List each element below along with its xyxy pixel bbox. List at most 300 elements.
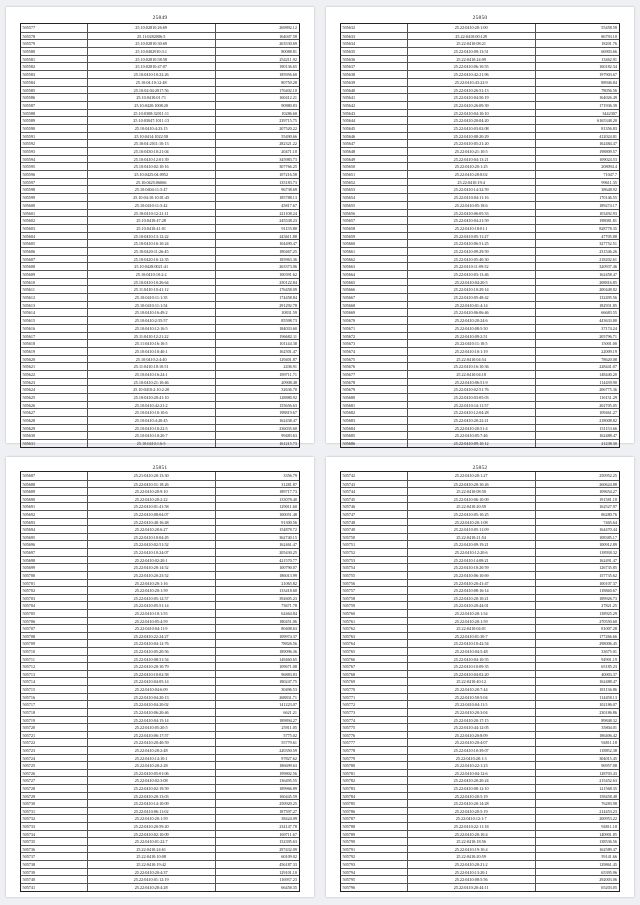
amount-cell: 269892.12 — [279, 25, 297, 30]
amount-cell: 828778.35 — [599, 225, 617, 231]
timestamp-cell: 25.22:0410:10:1:55 — [88, 610, 216, 617]
record-id-cell: 505590 — [21, 125, 88, 132]
amount-cell: 31281.87 — [281, 481, 297, 487]
record-id-cell: 505787 — [341, 815, 408, 822]
timestamp-cell: 25.22:0410:05:21:20 — [408, 140, 536, 147]
timestamp-cell: 25.22:0410:50:5:04 — [408, 694, 536, 701]
amount-cell: 162527.97 — [599, 504, 617, 510]
record-id-cell: 505678 — [341, 379, 408, 386]
amount-cell: 62464.84 — [281, 610, 297, 616]
record-id-cell: 505661 — [341, 248, 408, 255]
record-id-cell: 505663 — [341, 263, 408, 270]
record-id-cell: 505778 — [341, 747, 408, 754]
amount-cell: 208816.85 — [599, 279, 617, 285]
record-id-cell: 505794 — [341, 869, 408, 876]
amount-cell: 189274.17 — [599, 202, 617, 208]
timestamp-cell: 25.22:0410:14:10:09 — [88, 800, 216, 807]
timestamp-cell: 25.22:0410:18:56 — [408, 838, 536, 845]
timestamp-cell: 25.10:0410:10:10:6 — [88, 409, 216, 416]
table-row — [341, 285, 619, 293]
table-row — [21, 431, 299, 439]
table-row — [341, 78, 619, 86]
amount-cell: 421570.77 — [279, 557, 297, 563]
page-25852 — [326, 457, 634, 897]
amount-cell: 189096.36 — [279, 649, 297, 655]
record-id-cell: 505736 — [21, 846, 88, 853]
timestamp-cell: 25.22:0410:24:09 — [408, 56, 536, 63]
record-id-cell: 505770 — [341, 686, 408, 693]
record-id-cell: 505617 — [21, 333, 88, 340]
amount-cell: 108385.17 — [599, 534, 617, 540]
amount-cell: 196682.11 — [279, 333, 297, 339]
table-row — [21, 716, 299, 724]
table-row — [21, 416, 299, 424]
table-row — [341, 193, 619, 201]
amount-cell: 81356.83 — [601, 125, 617, 131]
table-row — [341, 776, 619, 784]
table-row — [21, 408, 299, 416]
record-id-cell: 505653 — [341, 186, 408, 193]
amount-cell: 129861.45 — [599, 862, 617, 868]
amount-cell: 189711.71 — [279, 371, 297, 377]
table-row — [21, 216, 299, 224]
amount-cell: 100912.89 — [599, 542, 617, 548]
table-row — [341, 700, 619, 708]
record-id-cell: 505659 — [341, 233, 408, 240]
timestamp-cell: 25.22:0410:11:09:52 — [408, 263, 536, 270]
record-id-cell: 505728 — [21, 785, 88, 792]
record-id-cell: 505743 — [341, 481, 408, 488]
amount-cell: 239715.75 — [279, 118, 297, 124]
record-id-cell: 505773 — [341, 709, 408, 716]
timestamp-cell: 25.10:0410:02:10:16 — [88, 163, 216, 170]
amount-cell: 128703.43 — [599, 770, 617, 776]
table-row — [21, 70, 299, 78]
amount-cell: 80750.28 — [281, 79, 297, 85]
timestamp-cell: 25.11:0282006:5 — [88, 33, 216, 40]
record-id-cell: 505648 — [341, 148, 408, 155]
record-id-cell: 505586 — [21, 94, 88, 101]
amount-cell: 412024.81 — [599, 133, 617, 139]
record-id-cell: 505700 — [21, 572, 88, 579]
record-id-cell: 505788 — [341, 823, 408, 830]
timestamp-cell: 25.22:0410:04:11:16 — [408, 194, 536, 201]
amount-cell: 94811.18 — [601, 740, 617, 746]
timestamp-cell: 25.22:0410:20:24:6 — [408, 317, 536, 324]
table-row — [341, 362, 619, 370]
amount-cell: 109461.27 — [599, 410, 617, 416]
record-id-cell: 505757 — [341, 587, 408, 594]
timestamp-cell: 25.22:0410:04:13:21 — [408, 156, 536, 163]
table-row — [21, 62, 299, 70]
table-row — [341, 647, 619, 655]
amount-cell: 65203.05 — [601, 884, 617, 890]
record-id-cell: 505676 — [341, 363, 408, 370]
amount-cell: 66683.55 — [601, 310, 617, 316]
timestamp-cell: 25.22:0410:05:20:5 — [88, 724, 216, 731]
record-id-cell: 505603 — [21, 225, 88, 232]
record-id-cell: 505604 — [21, 233, 88, 240]
amount-cell: 186699.63 — [279, 763, 297, 769]
table-row — [21, 746, 299, 754]
timestamp-cell: 25.22:0410:03:02:08 — [408, 125, 536, 132]
table-row — [341, 93, 619, 101]
amount-cell: 160182.34 — [599, 64, 617, 70]
amount-cell: 228441.07 — [599, 364, 617, 370]
record-id-cell: 505774 — [341, 717, 408, 724]
table-row — [21, 868, 299, 876]
record-id-cell: 505767 — [341, 663, 408, 670]
table-row — [21, 32, 299, 40]
amount-cell: 78056.56 — [601, 87, 617, 93]
table-row — [341, 70, 619, 78]
timestamp-cell: 25.22:0410:04:02:20 — [408, 671, 536, 678]
amount-cell: 162458.47 — [599, 272, 617, 277]
table-row — [341, 378, 619, 386]
record-id-cell: 505671 — [341, 325, 408, 332]
record-id-cell: 505610 — [21, 279, 88, 286]
record-id-cell: 505688 — [21, 481, 88, 488]
amount-cell: 187597.27 — [279, 808, 297, 814]
timestamp-cell: 25.22:0410:20:41:47 — [408, 580, 536, 587]
timestamp-cell: 25.22:0410:20:20:24 — [408, 777, 536, 784]
amount-cell: 189894.27 — [279, 717, 297, 723]
amount-cell: 180247.75 — [279, 679, 297, 685]
table-row — [341, 502, 619, 510]
table-row — [341, 624, 619, 632]
table-row — [341, 116, 619, 124]
table-row — [21, 487, 299, 495]
amount-cell: 73671.78 — [281, 603, 297, 609]
timestamp-cell: 25.22:0410:06:10:09 — [408, 496, 536, 503]
timestamp-cell: 25.22:0410:20:6:27 — [88, 526, 216, 533]
amount-cell: 138925.29 — [599, 610, 617, 616]
record-id-cell: 505683 — [341, 417, 408, 424]
data-table — [340, 23, 620, 448]
record-id-cell: 505796 — [341, 884, 408, 891]
table-row — [21, 332, 299, 340]
table-row — [21, 47, 299, 55]
table-row — [341, 472, 619, 480]
timestamp-cell: 25.22:0410:05:51:14 — [88, 602, 216, 609]
table-row — [341, 355, 619, 363]
record-id-cell: 505695 — [21, 534, 88, 541]
record-id-cell: 505781 — [341, 770, 408, 777]
table-row — [341, 162, 619, 170]
timestamp-cell: 25.22:0410:20:1:59 — [408, 618, 536, 625]
timestamp-cell: 25.10:02810:26:69 — [88, 24, 216, 32]
amount-cell: 185956.60 — [279, 72, 297, 78]
record-id-cell: 505759 — [341, 602, 408, 609]
amount-cell: 126735.85 — [599, 565, 617, 571]
amount-cell: 208094.4 — [601, 164, 617, 170]
timestamp-cell: 25.22:0410:05:4:59 — [88, 618, 216, 625]
table-row — [341, 518, 619, 526]
record-id-cell: 505716 — [21, 694, 88, 701]
record-id-cell: 505697 — [21, 549, 88, 556]
page-number: 25850 — [472, 15, 488, 21]
timestamp-cell: 25.22:0410:02:10:09 — [88, 831, 216, 838]
amount-cell: 5775.02 — [283, 732, 297, 738]
record-id-cell: 505734 — [21, 831, 88, 838]
record-id-cell: 505643 — [341, 110, 408, 117]
record-id-cell: 505620 — [21, 356, 88, 363]
amount-cell: 162589.47 — [599, 846, 617, 852]
timestamp-cell: 25.11:0410:12:21:22 — [88, 333, 216, 340]
table-row — [341, 370, 619, 378]
timestamp-cell: 25.22:0410:04:05:14 — [88, 678, 216, 685]
record-id-cell: 505646 — [341, 133, 408, 140]
page-number: 25849 — [152, 15, 168, 21]
record-id-cell: 505623 — [21, 379, 88, 386]
amount-cell: 298006.45 — [599, 641, 617, 647]
amount-cell: 89848.32 — [601, 717, 617, 723]
record-id-cell: 505768 — [341, 671, 408, 678]
table-row — [21, 116, 299, 124]
amount-cell: 90880.83 — [281, 102, 297, 108]
table-row — [21, 799, 299, 807]
record-id-cell: 505749 — [341, 526, 408, 533]
amount-cell: 55779.61 — [281, 740, 297, 746]
timestamp-cell: 25.22:0410:02:20:1 — [88, 557, 216, 564]
amount-cell: 99483.63 — [281, 433, 297, 439]
timestamp-cell: 25.22:0410:01:30:7 — [408, 633, 536, 640]
record-id-cell: 505698 — [21, 557, 88, 564]
table-row — [21, 609, 299, 617]
timestamp-cell: 25.10:0410:47:28 — [88, 217, 216, 224]
timestamp-cell: 25.22:0410:20:5:19 — [408, 808, 536, 815]
timestamp-cell: 25.22:0410:19:10:4 — [408, 846, 536, 853]
timestamp-cell: 25.22:0410:09:13:51 — [408, 48, 536, 55]
amount-cell: 189717.73 — [279, 489, 297, 495]
table-row — [21, 533, 299, 541]
timestamp-cell: 25.10:0410:16:49:2 — [88, 309, 216, 316]
amount-cell: 104490.47 — [279, 241, 297, 247]
record-id-cell: 505675 — [341, 356, 408, 363]
amount-cell: 94811.18 — [601, 824, 617, 830]
amount-cell: 81007.28 — [601, 626, 617, 632]
table-row — [21, 495, 299, 503]
table-row — [21, 586, 299, 594]
timestamp-cell: 25.10:0414:1022:58 — [88, 133, 216, 140]
record-id-cell: 505699 — [21, 564, 88, 571]
table-row — [21, 738, 299, 746]
table-row — [21, 472, 299, 480]
table-row — [341, 232, 619, 240]
table-row — [21, 362, 299, 370]
record-id-cell: 505737 — [21, 853, 88, 860]
record-id-cell: 505664 — [341, 271, 408, 278]
timestamp-cell: 25.22:0410:20:2:22 — [88, 496, 216, 503]
amount-cell: 245538.23 — [279, 218, 297, 224]
amount-cell: 155656.63 — [279, 402, 297, 408]
amount-cell: 21065.82 — [281, 580, 297, 586]
timestamp-cell: 25.10:02810:30:69 — [88, 40, 216, 47]
table-row — [21, 101, 299, 109]
amount-cell: 250952.25 — [599, 473, 617, 478]
amount-cell: 176458.09 — [279, 287, 297, 293]
table-row — [21, 632, 299, 640]
record-id-cell: 505751 — [341, 541, 408, 548]
amount-cell: 198819.67 — [279, 410, 297, 416]
record-id-cell: 505686 — [341, 440, 408, 447]
amount-cell: 171936.39 — [599, 102, 617, 108]
timestamp-cell: 25.22:0410:05:40:30 — [408, 256, 536, 263]
amount-cell: 456187.33 — [279, 862, 297, 868]
amount-cell: 71047.7 — [603, 172, 617, 178]
table-row — [21, 556, 299, 564]
amount-cell: 198081.81 — [599, 218, 617, 224]
amount-cell: 162484.47 — [599, 141, 617, 147]
table-row — [21, 201, 299, 209]
record-id-cell: 505642 — [341, 102, 408, 109]
record-id-cell: 505595 — [21, 163, 88, 170]
timestamp-cell: 25.22:0410:10:1:19 — [408, 348, 536, 355]
record-id-cell: 505684 — [341, 425, 408, 432]
amount-cell: 443633.80 — [599, 318, 617, 324]
record-id-cell: 505662 — [341, 256, 408, 263]
amount-cell: 128880.92 — [279, 395, 297, 400]
record-id-cell: 505748 — [341, 519, 408, 526]
record-id-cell: 505703 — [21, 595, 88, 602]
table-row — [341, 101, 619, 109]
timestamp-cell: 25.22:0410:08:16:14 — [408, 587, 536, 594]
timestamp-cell: 25.22:0410:01:22:7 — [88, 838, 216, 845]
amount-cell: 362740.15 — [279, 534, 297, 540]
table-row — [21, 723, 299, 731]
amount-cell: 221108.24 — [279, 210, 297, 216]
record-id-cell: 505578 — [21, 33, 88, 40]
timestamp-cell: 25.10:02810:58:58 — [88, 56, 216, 63]
timestamp-cell: 25.22:0410:20:59:20 — [88, 823, 216, 830]
timestamp-cell: 25.22:0410:20:1:59 — [88, 815, 216, 822]
timestamp-cell: 25.22:0410:05:10:25 — [408, 511, 536, 518]
record-id-cell: 505690 — [21, 496, 88, 503]
table-row — [341, 548, 619, 556]
table-row — [21, 563, 299, 571]
table-row — [341, 655, 619, 663]
record-id-cell: 505660 — [341, 240, 408, 247]
record-id-cell: 505624 — [21, 386, 88, 393]
record-id-cell: 505753 — [341, 557, 408, 564]
amount-cell: 169711.67 — [279, 831, 297, 837]
amount-cell: 205430.25 — [279, 550, 297, 556]
table-row — [21, 278, 299, 286]
amount-cell: 138536.56 — [599, 839, 617, 845]
table-row — [21, 24, 299, 32]
record-id-cell: 505579 — [21, 40, 88, 47]
timestamp-cell: 25.21:0410:20:13:30 — [88, 472, 216, 480]
table-row — [341, 594, 619, 602]
timestamp-cell: 25.22:0410:20:5:19 — [408, 793, 536, 800]
timestamp-cell: 25.10:0428:0021:41 — [88, 263, 216, 270]
record-id-cell: 505789 — [341, 831, 408, 838]
table-row — [21, 193, 299, 201]
amount-cell: 80408.63 — [281, 626, 297, 632]
amount-cell: 160445.59 — [279, 793, 297, 799]
timestamp-cell: 25.22:0410:06:10:55 — [408, 63, 536, 70]
table-row — [21, 822, 299, 830]
table-row — [21, 308, 299, 316]
table-row — [341, 24, 619, 32]
amount-cell: 40003.37 — [601, 671, 617, 677]
record-id-cell: 505632 — [341, 24, 408, 32]
amount-cell: 103492.93 — [599, 210, 617, 216]
record-id-cell: 505782 — [341, 777, 408, 784]
table-row — [21, 301, 299, 309]
record-id-cell: 505732 — [21, 815, 88, 822]
table-row — [341, 746, 619, 754]
amount-cell: 158458.48 — [599, 793, 617, 799]
timestamp-cell: 25.22:0410:20:40:59 — [88, 739, 216, 746]
record-id-cell: 505682 — [341, 409, 408, 416]
record-id-cell: 505723 — [21, 747, 88, 754]
table-row — [341, 563, 619, 571]
record-id-cell: 505630 — [21, 432, 88, 439]
amount-cell: 35804.01 — [601, 725, 617, 731]
amount-cell: 164470.44 — [599, 527, 617, 533]
record-id-cell: 505701 — [21, 580, 88, 587]
timestamp-cell: 25.10:0410:12:16:5 — [88, 325, 216, 332]
amount-cell: 86280.76 — [601, 512, 617, 518]
table-row — [21, 355, 299, 363]
amount-cell: 186013.99 — [279, 572, 297, 578]
timestamp-cell: 25.22:0410:04:10:10 — [408, 110, 536, 117]
table-row — [341, 439, 619, 447]
amount-cell: 66903.66 — [601, 49, 617, 55]
record-id-cell: 505790 — [341, 838, 408, 845]
timestamp-cell: 25.22:0410:22:11:18 — [408, 823, 536, 830]
table-row — [21, 594, 299, 602]
table-row — [341, 124, 619, 132]
amount-cell: 38424.09 — [281, 816, 297, 822]
timestamp-cell: 25.22:0410:04:6:09 — [88, 686, 216, 693]
timestamp-cell: 25.22:0410:04:11:5 — [408, 701, 536, 708]
timestamp-cell: 25.22:0410:09:29:59 — [408, 248, 536, 255]
amount-cell: 177266.66 — [599, 633, 617, 639]
table-row — [341, 693, 619, 701]
record-id-cell: 505780 — [341, 762, 408, 769]
amount-cell: 154878.72 — [279, 527, 297, 533]
amount-cell: 59141.66 — [601, 854, 617, 860]
amount-cell: 198809.57 — [599, 149, 617, 154]
record-id-cell: 505742 — [341, 472, 408, 480]
record-id-cell: 505681 — [341, 402, 408, 409]
record-id-cell: 505792 — [341, 853, 408, 860]
timestamp-cell: 25.10:0410:10:22:26 — [88, 71, 216, 78]
amount-cell: 162491.47 — [599, 557, 617, 563]
table-row — [21, 875, 299, 883]
timestamp-cell: 25.10:0410:10:22:5 — [88, 425, 216, 432]
table-row — [341, 416, 619, 424]
amount-cell: 170146.55 — [599, 195, 617, 201]
table-row — [341, 201, 619, 209]
table-row — [341, 617, 619, 625]
timestamp-cell: 25.22:0410:06:51:9 — [408, 379, 536, 386]
amount-cell: 18201.76 — [601, 41, 617, 47]
timestamp-cell: 25.22:0410:01:12:19 — [88, 876, 216, 883]
table-row — [21, 155, 299, 163]
amount-cell: 218008.82 — [599, 418, 617, 424]
record-id-cell: 505704 — [21, 602, 88, 609]
timestamp-cell: 25.10:0410:10:26:64 — [88, 279, 216, 286]
table-row — [341, 255, 619, 263]
table-row — [341, 278, 619, 286]
record-id-cell: 505785 — [341, 800, 408, 807]
amount-cell: 133078.40 — [279, 496, 297, 502]
table-row — [341, 586, 619, 594]
table-row — [21, 617, 299, 625]
